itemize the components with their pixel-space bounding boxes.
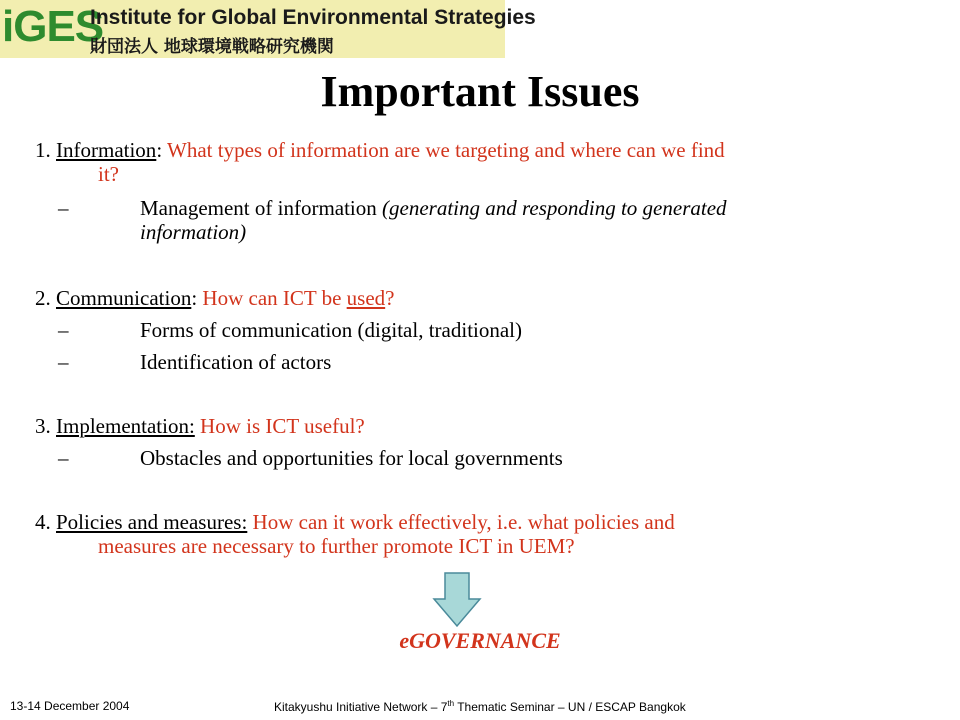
footer-event-post: Thematic Seminar – UN / ESCAP Bangkok (454, 700, 686, 714)
item-2-number: 2. (35, 286, 56, 310)
item-1-number: 1. (35, 138, 56, 162)
item-4-number: 4. (35, 510, 56, 534)
sub-italic: (generating and responding to generated (382, 196, 727, 220)
item-3-question: How is ICT useful? (200, 414, 365, 438)
sub-text: Obstacles and opportunities for local governments (140, 446, 563, 470)
item-1-term: Information (56, 138, 157, 162)
item-1-question: What types of information are we targeting and where can we find (167, 138, 725, 162)
dash: – (58, 196, 69, 220)
item-4-question: How can it work effectively, i.e. what policies and (252, 510, 675, 534)
item-4-line (35, 510, 675, 534)
down-arrow-icon (432, 572, 482, 628)
footer-date: 13-14 December 2004 (10, 699, 130, 713)
item-2-term: Communication (56, 286, 192, 310)
iges-logo: iGES (2, 2, 104, 51)
item-2-question-underlined: used (346, 286, 386, 310)
egovernance-label: eGOVERNANCE (399, 628, 561, 653)
sub-text: Identification of actors (140, 350, 332, 374)
sub-plain: Management of information (140, 196, 383, 220)
item-1-sub-1-cont (140, 220, 246, 244)
item-3-line (35, 414, 365, 438)
org-name-japanese: 財団法人 地球環境戦略研究機関 (90, 37, 334, 57)
item-2-sep: : (191, 286, 203, 310)
slide-title: Important Issues (320, 67, 640, 116)
header-banner (0, 0, 536, 58)
sub-italic-cont: information) (140, 220, 247, 244)
item-3-number: 3. (35, 414, 56, 438)
item-3-term: Implementation: (56, 414, 195, 438)
footer-event-sup: th (447, 699, 455, 708)
dash: – (58, 350, 69, 374)
org-name-english: Institute for Global Environmental Strategies (90, 6, 536, 29)
item-1-question-cont: it? (98, 162, 119, 186)
item-2-question-pre: How can ICT be (202, 286, 347, 310)
footer-event (274, 699, 686, 714)
item-4-question-cont: measures are necessary to further promote ICT in UEM? (98, 534, 575, 558)
sub-text: Forms of communication (digital, traditional) (140, 318, 523, 342)
item-1-line (35, 138, 725, 162)
item-4-term: Policies and measures: (56, 510, 248, 534)
sub-text (140, 196, 727, 220)
item-1-sep: : (156, 138, 168, 162)
footer-event-pre: Kitakyushu Initiative Network – 7 (274, 700, 448, 714)
dash: – (58, 446, 69, 470)
item-2-line (35, 286, 395, 310)
dash: – (58, 318, 69, 342)
item-2-question-post: ? (385, 286, 395, 310)
